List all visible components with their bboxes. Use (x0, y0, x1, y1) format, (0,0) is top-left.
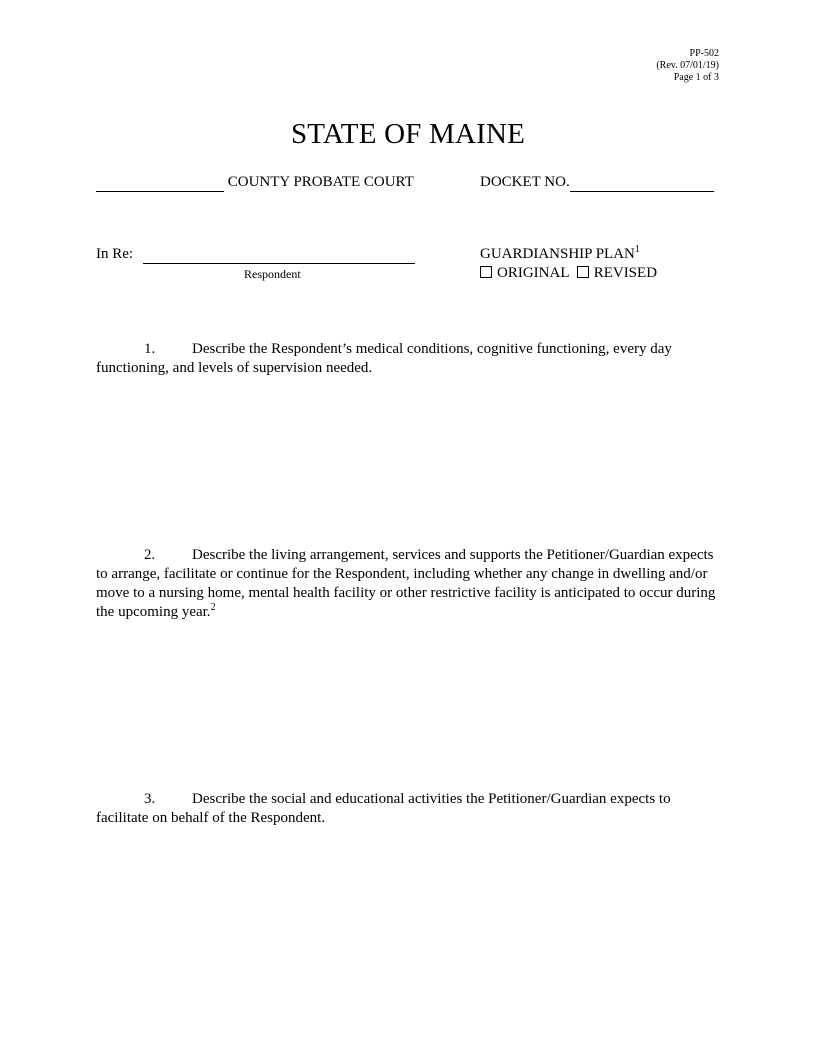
question-number: 1. (144, 341, 156, 357)
question-1 (96, 340, 720, 378)
page-title: STATE OF MAINE (290, 118, 526, 150)
plan-title: GUARDIANSHIP PLAN (480, 246, 635, 262)
county-name-field[interactable] (96, 173, 224, 192)
county-row (96, 173, 414, 192)
revised-checkbox[interactable] (577, 266, 589, 278)
page-indicator: Page 1 of 3 (673, 72, 719, 83)
question-text: Describe the Respondent’s medical conditions, cognitive functioning, every day functioning, and levels of supervision needed. (96, 341, 672, 376)
county-court-label: COUNTY PROBATE COURT (227, 174, 414, 190)
docket-row (480, 173, 714, 192)
question-2 (96, 546, 720, 622)
question-number: 3. (144, 791, 156, 807)
revised-label: REVISED (593, 265, 658, 281)
respondent-name-field[interactable] (143, 245, 415, 264)
form-revision: (Rev. 07/01/19) (656, 60, 719, 71)
footnote-ref-1: 1 (634, 244, 640, 255)
docket-label: DOCKET NO. (480, 174, 570, 190)
docket-number-field[interactable] (570, 173, 714, 192)
plan-type-options (480, 264, 657, 282)
form-number: PP-502 (689, 48, 719, 59)
question-3 (96, 790, 720, 828)
question-number: 2. (144, 547, 156, 563)
plan-title-row (480, 245, 640, 263)
in-re-row (96, 245, 415, 264)
respondent-caption: Respondent (244, 267, 301, 281)
in-re-label: In Re: (96, 246, 134, 262)
question-text: Describe the social and educational activities the Petitioner/Guardian expects to facilitate on behalf of the Respondent. (96, 791, 671, 826)
original-checkbox[interactable] (480, 266, 492, 278)
footnote-ref-2: 2 (210, 602, 216, 613)
original-label: ORIGINAL (497, 265, 569, 281)
question-text: Describe the living arrangement, services and supports the Petitioner/Guardian expects to arrange, facilitate or continue for the Respondent, including whether any change in dwelling and/or move to a nursing home, mental health facility or other restrictive facility is anticipated to occur during the upcoming year. (96, 547, 716, 620)
form-identifier (656, 48, 719, 84)
